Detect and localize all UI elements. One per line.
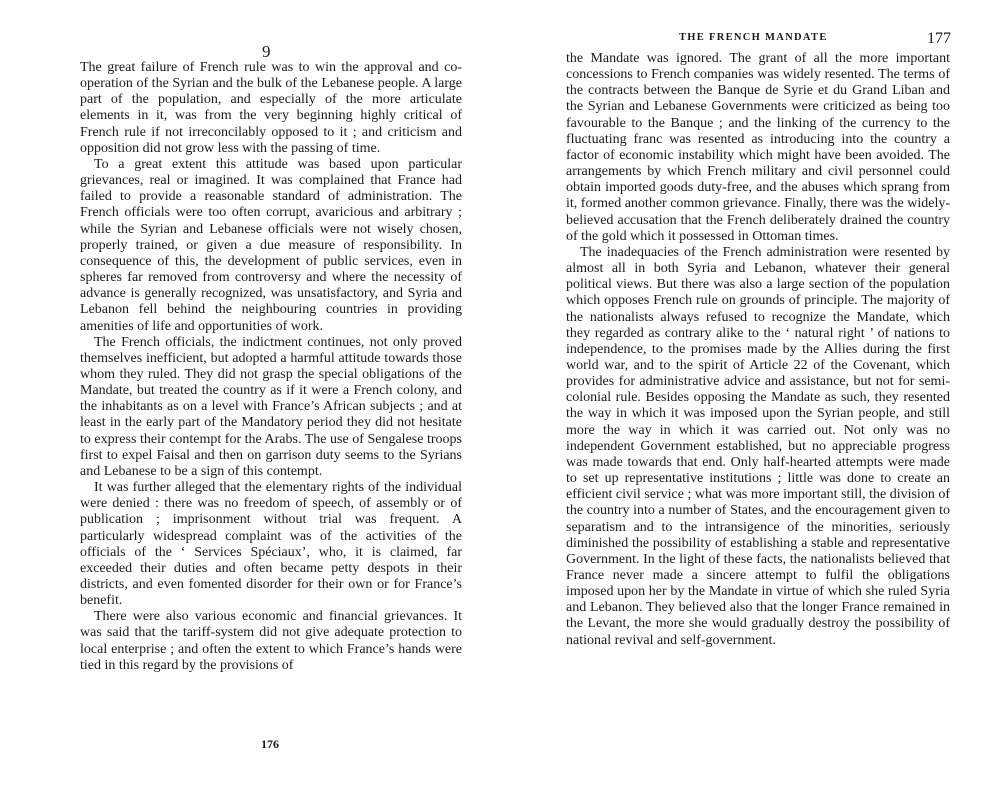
- page-number: 177: [927, 30, 951, 47]
- page-number: 176: [261, 737, 279, 751]
- paragraph: The inadequacies of the French administration were resented by almost all in both Syria and Lebanon, whatever their general political views. But there was also a large section of the population which opposes French rule on grounds of principle. The majority of the nationalists always refused to recognize the Mandate, which they regarded as contrary alike to the ‘ natural right ’ of nations to independence, to the promises made by the Allies during the first world war, and to the spirit of Article 22 of the Covenant, which provides for administrative advice and assistance, but not for semi-colonial rule. Besides opposing the Mandate as such, they resented the way in which it was imposed upon the Syrian people, and still more the way in which it was carried out. Not only was no independent Government established, but no appreciable progress was made towards that end. Only half-hearted attempts were made to set up representative institutions ; little was done to create an efficient civil service ; what was more important still, the division of the country into a number of States, and the encouragement given to separatism and to the intransigence of the minorities, seriously diminished the possibility of establishing a stable and representative Government. In the light of these facts, the nationalists believed that France never made a sincere attempt to fulfil the obligations imposed upon her by the Mandate in virtue of which she ruled Syria and Lebanon. They believed also that the longer France remained in the Levant, the more she would gradually destroy the possibility of national revival and self-government.: [566, 244, 950, 648]
- paragraph: To a great extent this attitude was based upon particular grievances, real or imagined. It was complained that France had failed to provide a reasonable standard of administration. The French officials were too often corrupt, avaricious and arbitrary ; while the Syrian and Lebanese officials were not wisely chosen, properly trained, or given a due measure of responsibility. In consequence of this, the development of public services, even in spheres far removed from controversy and where the necessity of advance is generally recognized, was unsatisfactory, and Syria and Lebanon fell behind the neighbouring countries in providing amenities of life and opportunities of work.: [80, 156, 462, 334]
- right-page: [499, 0, 998, 795]
- paragraph: the Mandate was ignored. The grant of all the more important concessions to French companies was widely resented. The terms of the contracts between the Banque de Syrie et du Grand Liban and the Syrian and Lebanese Governments were criticized as being too favourable to the Banque ; and the linking of the currency to the fluctuating franc was resented as introducing into the country a factor of economic instability which might have been avoided. The arrangements by which French military and civil personnel could obtain imported goods duty-free, and the abuses which sprang from it, formed another common grievance. Finally, there was the widely-believed accusation that the French deliberately drained the country of the gold which it possessed in Ottoman times.: [566, 51, 950, 244]
- paragraph: The French officials, the indictment continues, not only proved themselves inefficient, but adopted a harmful attitude towards those whom they ruled. They did not grasp the special obligations of the Mandate, but treated the country as if it were a French colony, and the inhabitants as on a level with France’s African subjects ; and at least in the early part of the Mandatory period they did not hesitate to express their contempt for the Arabs. The use of Sengalese troops first to expel Faisal and then on garrison duty seems to the Syrians and Lebanese to be a sign of this contempt.: [80, 334, 462, 479]
- left-page-body: [80, 60, 462, 674]
- paragraph: The great failure of French rule was to win the approval and co-operation of the Syrian and the bulk of the Lebanese people. A large part of the population, and especially of the more articulate elements in it, was from the very beginning highly critical of French rule if not irreconcilably opposed to it ; and criticism and opposition did not grow less with the passing of time.: [80, 60, 462, 156]
- running-head: THE FRENCH MANDATE: [679, 32, 828, 43]
- paragraph: There were also various economic and financial grievances. It was said that the tariff-system did not give adequate protection to local enterprise ; and often the extent to which France’s hands were tied in this regard by the provisions of: [80, 609, 462, 673]
- paragraph: It was further alleged that the elementary rights of the individual were denied : there was no freedom of speech, of assembly or of publication ; imprisonment without trial was frequent. A particularly widespread complaint was of the activities of the officials of the ‘ Services Spéciaux’, who, it is claimed, far exceeded their duties and often became petty despots in their districts, and even fomented disorder for their own or for France’s benefit.: [80, 480, 462, 609]
- section-number: 9: [262, 42, 271, 61]
- right-page-body: [566, 51, 950, 649]
